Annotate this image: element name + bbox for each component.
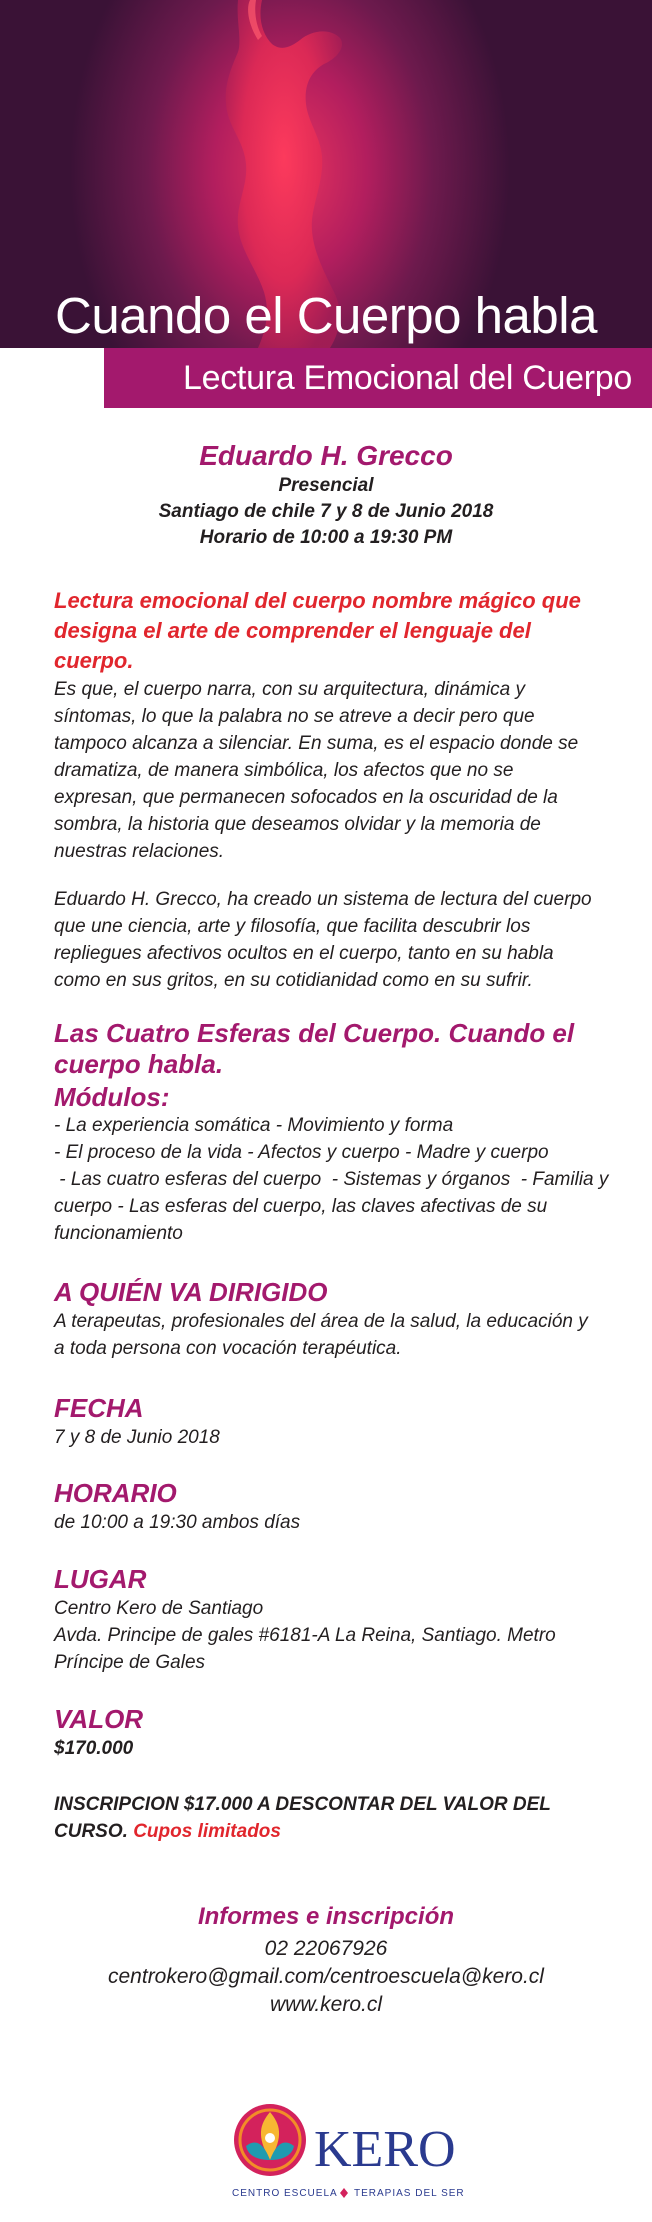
price-value: $170.000 <box>54 1738 134 1759</box>
paragraph-line: síntomas, lo que la palabra no se atreve a decir pero que <box>54 706 535 727</box>
kero-emblem-icon <box>234 2104 306 2176</box>
limited-spots-label: Cupos limitados <box>133 1821 281 1842</box>
paragraph-line: Eduardo H. Grecco, ha creado un sistema de lectura del cuerpo <box>54 889 592 910</box>
modules-label: Módulos: <box>54 1082 170 1112</box>
registration-course: CURSO. <box>54 1821 128 1842</box>
modules-list <box>54 1112 614 1247</box>
date-text: 7 y 8 de Junio 2018 <box>54 1427 220 1448</box>
kero-tagline-left: CENTRO ESCUELA <box>232 2188 338 2199</box>
schedule-heading: HORARIO <box>54 1478 177 1508</box>
registration-note <box>54 1791 614 1845</box>
spheres-heading <box>54 1018 614 1080</box>
paragraph-body-2 <box>54 886 614 994</box>
registration-line <box>54 1818 614 1845</box>
audience-text <box>54 1308 614 1362</box>
location-line: Centro Kero de Santiago <box>54 1598 264 1619</box>
audience-heading: A QUIÉN VA DIRIGIDO <box>54 1277 328 1307</box>
location-text <box>54 1595 614 1676</box>
hero-title: Cuando el Cuerpo habla <box>55 287 597 344</box>
paragraph-line: tampoco alcanza a silenciar. En suma, es el espacio donde se <box>54 733 579 754</box>
schedule-text: de 10:00 a 19:30 ambos días <box>54 1512 301 1533</box>
module-item: funcionamiento <box>54 1223 183 1244</box>
diamond-icon <box>340 2188 348 2198</box>
paragraph-line: repliegues afectivos ocultos en el cuerpo, tanto en su habla <box>54 943 554 964</box>
price-heading: VALOR <box>54 1704 144 1734</box>
lead-line: Lectura emocional del cuerpo nombre mágico que <box>54 588 581 613</box>
module-item: - La experiencia somática - Movimiento y forma <box>54 1115 454 1136</box>
audience-line: A terapeutas, profesionales del área de la salud, la educación y <box>54 1311 588 1332</box>
contact-heading: Informes e inscripción <box>197 1903 455 1930</box>
kero-logo <box>232 2098 472 2208</box>
location-line: Avda. Principe de gales #6181-A La Reina, Santiago. Metro <box>54 1625 556 1646</box>
paragraph-line: Es que, el cuerpo narra, con su arquitectura, dinámica y <box>54 679 526 700</box>
paragraph-line: como en sus gritos, en su cotidianidad como en su sufrir. <box>54 970 533 991</box>
location-line: Príncipe de Gales <box>54 1652 206 1673</box>
hero-subtitle: Lectura Emocional del Cuerpo <box>183 359 632 397</box>
kero-wordmark: KERO <box>314 2121 456 2178</box>
paragraph-body-1 <box>54 676 614 865</box>
audience-line: a toda persona con vocación terapéutica. <box>54 1338 402 1359</box>
paragraph-line: dramatiza, de manera simbólica, los afectos que no se <box>54 760 514 781</box>
kero-tagline-right: TERAPIAS DEL SER <box>354 2188 465 2199</box>
location-heading: LUGAR <box>54 1564 147 1594</box>
module-item: cuerpo - Las esferas del cuerpo, las claves afectivas de su <box>54 1196 548 1217</box>
module-item: - Las cuatro esferas del cuerpo - Sistemas y órganos - Familia y <box>54 1169 609 1190</box>
contact-email[interactable]: centrokero@gmail.com/centroescuela@kero.cl <box>108 1965 544 1988</box>
heading-line: cuerpo habla. <box>54 1049 224 1079</box>
paragraph-line: nuestras relaciones. <box>54 841 225 862</box>
contact-website[interactable]: www.kero.cl <box>269 1993 383 2016</box>
heading-line: Las Cuatro Esferas del Cuerpo. Cuando el <box>54 1018 575 1048</box>
hours-label: Horario de 10:00 a 19:30 PM <box>199 527 453 548</box>
lead-text <box>54 586 614 676</box>
registration-line: INSCRIPCION $17.000 A DESCONTAR DEL VALOR DEL <box>54 1794 551 1815</box>
lead-line: designa el arte de comprender el lenguaje del cuerpo. <box>54 618 531 673</box>
mode-label: Presencial <box>278 475 374 496</box>
paragraph-line: sombra, la historia que deseamos olvidar y la memoria de <box>54 814 541 835</box>
place-date: Santiago de chile 7 y 8 de Junio 2018 <box>158 501 494 522</box>
paragraph-line: que une ciencia, arte y filosofía, que facilita descubrir los <box>54 916 531 937</box>
paragraph-line: expresan, que permanecen sofocados en la oscuridad de la <box>54 787 558 808</box>
date-heading: FECHA <box>54 1393 144 1423</box>
module-item: - El proceso de la vida - Afectos y cuerpo - Madre y cuerpo <box>54 1142 549 1163</box>
author-name: Eduardo H. Grecco <box>199 440 453 471</box>
contact-phone: 02 22067926 <box>264 1937 388 1960</box>
